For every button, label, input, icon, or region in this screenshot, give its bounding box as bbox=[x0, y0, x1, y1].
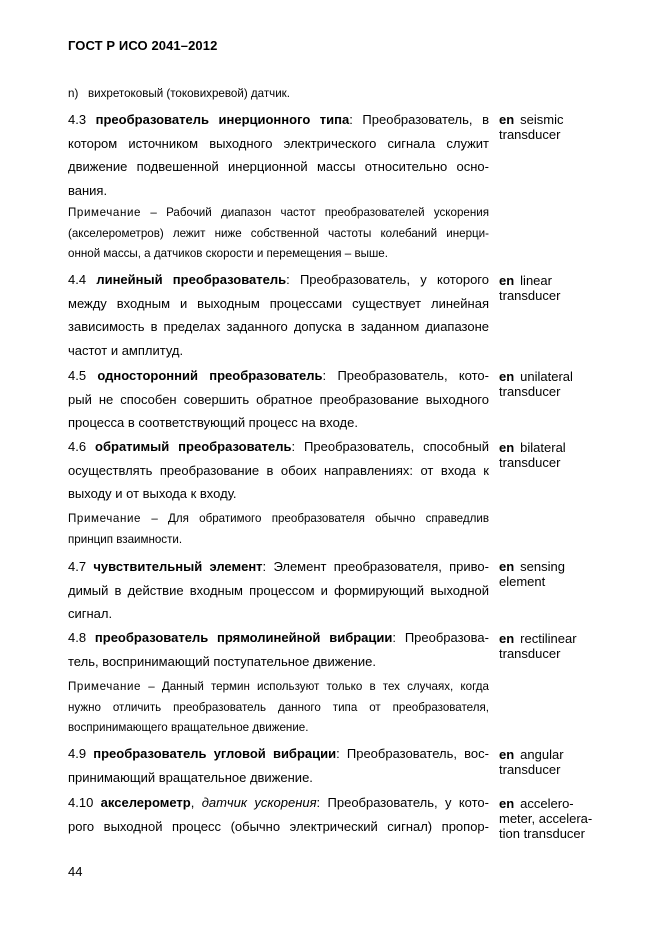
list-item-text: вихретоковый (токовихревой) датчик. bbox=[87, 87, 290, 100]
english-equivalent-4-4 bbox=[499, 273, 609, 303]
term-definition-line: : Элемент преобразователя, приво- bbox=[262, 559, 489, 574]
english-equivalent-4-9 bbox=[499, 747, 609, 777]
term-number: 4.7 bbox=[68, 559, 87, 574]
list-item-n bbox=[68, 84, 290, 104]
term-definition-line: : Преобразователь, в bbox=[349, 112, 489, 127]
note-line: – Рабочий диапазон частот преобразователей ускорения bbox=[141, 206, 489, 219]
english-equivalent-4-6 bbox=[499, 440, 609, 470]
english-equivalent-4-8 bbox=[499, 631, 609, 661]
term-definition-line: принимающий вращательное движение. bbox=[68, 769, 313, 785]
english-term-line: bilateral bbox=[520, 440, 566, 455]
note-line: нужно отличить преобразователь данного типа от преобразователя, bbox=[68, 700, 489, 714]
term-definition-line: тель, воспринимающий поступательное движение. bbox=[68, 653, 376, 669]
note-label: Примечание bbox=[68, 512, 142, 525]
note-label: Примечание bbox=[68, 206, 142, 219]
term-definition-line: рый не способен совершить обратное преобразование выходного bbox=[68, 391, 489, 407]
english-term-line: rectilinear bbox=[520, 631, 577, 646]
language-tag: en bbox=[499, 440, 515, 455]
term-definition-line: процесса в соответствующий процесс на входе. bbox=[68, 415, 358, 430]
term-entry-4-10: 4.10 акселерометр, датчик ускорения: Преобразователь, у кото- рого выходной процесс (обычно электрический сигнал) пропор- bbox=[68, 791, 489, 838]
term-definition-line: : Преобразователь, способный bbox=[291, 439, 489, 454]
english-term-line: transducer bbox=[499, 646, 561, 661]
term-number: 4.5 bbox=[68, 368, 87, 383]
term-name: акселерометр bbox=[100, 795, 191, 810]
term-number: 4.3 bbox=[68, 112, 87, 127]
term-name: преобразователь инерционного типа bbox=[95, 112, 350, 127]
term-name: преобразователь прямолинейной вибрации bbox=[94, 630, 393, 645]
english-term-line: angular bbox=[520, 747, 564, 762]
term-definition-line: выходу и от выхода к входу. bbox=[68, 486, 237, 501]
term-definition-line: вания. bbox=[68, 182, 108, 198]
english-equivalent-4-10 bbox=[499, 796, 609, 841]
term-definition-line: : Преобразователь, у которого bbox=[286, 272, 489, 287]
term-entry-4-6 bbox=[68, 435, 489, 506]
term-name: преобразователь угловой вибрации bbox=[93, 746, 337, 761]
english-term-line: tion transducer bbox=[499, 826, 585, 841]
term-number: 4.8 bbox=[68, 630, 87, 645]
term-number: 4.6 bbox=[68, 439, 87, 454]
note-line: – Для обратимого преобразователя обычно справедлив bbox=[141, 512, 489, 525]
english-term-line: element bbox=[499, 574, 546, 589]
term-name: обратимый преобразователь bbox=[95, 439, 292, 454]
term-entry-4-9 bbox=[68, 742, 489, 789]
page-number: 44 bbox=[68, 864, 83, 879]
term-number: 4.9 bbox=[68, 746, 87, 761]
note-line: – Данный термин используют только в тех случаях, когда bbox=[141, 680, 489, 693]
term-definition-line: осуществлять преобразование в обоих направлениях: от входа к bbox=[68, 462, 489, 478]
term-number: 4.4 bbox=[68, 272, 87, 287]
note-4-3 bbox=[68, 203, 489, 265]
term-synonym: датчик ускорения bbox=[201, 795, 317, 810]
language-tag: en bbox=[499, 273, 515, 288]
english-term-line: transducer bbox=[499, 762, 561, 777]
language-tag: en bbox=[499, 112, 515, 127]
term-definition-line: : Преобразователь, у кото- bbox=[316, 795, 489, 810]
language-tag: en bbox=[499, 631, 515, 646]
language-tag: en bbox=[499, 559, 515, 574]
term-number: 4.10 bbox=[68, 795, 94, 810]
language-tag: en bbox=[499, 796, 515, 811]
english-equivalent-4-3 bbox=[499, 112, 609, 142]
term-entry-4-7 bbox=[68, 555, 489, 626]
english-term-line: sensing bbox=[520, 559, 565, 574]
term-name: односторонний преобразователь bbox=[97, 368, 323, 383]
english-term-line: transducer bbox=[499, 455, 561, 470]
term-definition-line: сигнал. bbox=[68, 606, 113, 621]
term-entry-4-3 bbox=[68, 108, 489, 202]
english-term-line: transducer bbox=[499, 288, 561, 303]
term-definition-line: рого выходной процесс (обычно электрический сигнал) пропор- bbox=[68, 818, 489, 834]
note-line: принцип взаимности. bbox=[68, 532, 183, 546]
term-name: линейный преобразователь bbox=[96, 272, 287, 287]
term-definition-line: димый в действие входным процессом и формирующий выходной bbox=[68, 582, 489, 598]
note-line: онной массы, а датчиков скорости и перемещения – выше. bbox=[68, 247, 388, 260]
document-header: ГОСТ Р ИСО 2041–2012 bbox=[68, 38, 218, 53]
english-term-line: unilateral bbox=[520, 369, 573, 384]
term-definition-line: движение подвешенной инерционной массы относительно осно- bbox=[68, 159, 489, 174]
english-term-line: meter, accelera- bbox=[499, 811, 593, 826]
term-entry-4-4 bbox=[68, 268, 489, 362]
term-definition-line: : Преобразова- bbox=[392, 630, 489, 645]
term-entry-4-5 bbox=[68, 364, 489, 435]
term-definition-line: зависимость в пределах заданного допуска в заданном диапазоне bbox=[68, 319, 489, 334]
language-tag: en bbox=[499, 369, 515, 384]
term-entry-4-8 bbox=[68, 626, 489, 673]
term-definition-line: между входным и выходным процессами существует линейная bbox=[68, 295, 489, 311]
term-definition-line: частот и амплитуд. bbox=[68, 342, 184, 358]
english-term-line: transducer bbox=[499, 127, 561, 142]
english-term-line: accelero- bbox=[520, 796, 574, 811]
note-label: Примечание bbox=[68, 680, 142, 693]
term-definition-line: : Преобразователь, вос- bbox=[336, 746, 489, 761]
note-4-8 bbox=[68, 677, 489, 739]
english-term-line: linear bbox=[520, 273, 552, 288]
note-4-6 bbox=[68, 509, 489, 550]
english-term-line: transducer bbox=[499, 384, 561, 399]
term-name: чувствительный элемент bbox=[93, 559, 263, 574]
note-line: (акселерометров) лежит ниже собственной частоты колебаний инерци- bbox=[68, 226, 489, 240]
note-line: воспринимающего вращательное движение. bbox=[68, 721, 309, 734]
term-definition-line: котором источником выходного электрического сигнала служит bbox=[68, 135, 489, 151]
list-item-label: n) bbox=[68, 87, 79, 100]
language-tag: en bbox=[499, 747, 515, 762]
english-equivalent-4-5 bbox=[499, 369, 609, 399]
english-equivalent-4-7 bbox=[499, 559, 609, 589]
term-definition-line: : Преобразователь, кото- bbox=[322, 368, 489, 383]
english-term-line: seismic bbox=[520, 112, 564, 127]
